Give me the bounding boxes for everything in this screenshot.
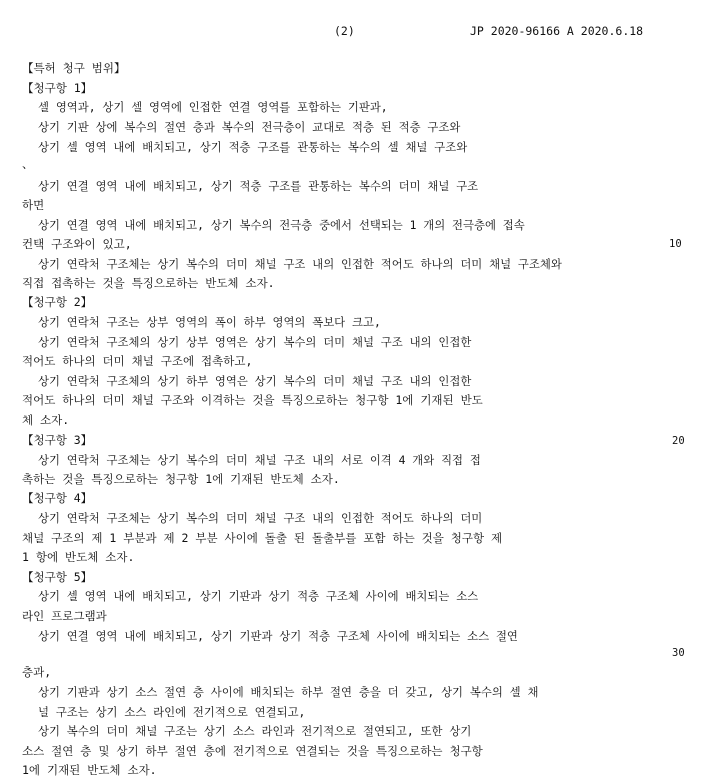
claim-text-line: 채널 구조의 제 1 부분과 제 2 부분 사이에 돌출 된 돌출부를 포함 하는 것을 청구항 제: [22, 531, 503, 545]
claim-text-line: 셀 영역과, 상기 셀 영역에 인접한 연결 영역를 포함하는 기판과,: [38, 100, 388, 114]
claim-heading: 【청구항 5】: [22, 570, 93, 584]
claim-text-line: 적어도 하나의 더미 채널 구조에 접촉하고,: [22, 354, 253, 368]
claim-text-line: 체 소자.: [22, 413, 70, 427]
claim-text-line: 하면: [22, 198, 45, 212]
claim-text-line: 촉하는 것을 특징으로하는 청구항 1에 기재된 반도체 소자.: [22, 472, 340, 486]
page-number: (2): [334, 24, 355, 38]
claim-text-line: 컨택 구조와이 있고,: [22, 237, 132, 251]
claim-text-line: 층과,: [22, 665, 52, 679]
claim-text-line: 상기 연락처 구조체는 상기 복수의 더미 채널 구조 내의 서로 이격 4 개와 직접 접: [38, 453, 481, 467]
claim-text-line: 적어도 하나의 더미 채널 구조와 이격하는 것을 특징으로하는 청구항 1에 기재된 반도: [22, 393, 483, 407]
claim-text-line: 상기 기판 상에 복수의 절연 층과 복수의 전극층이 교대로 적층 된 적층 구조와: [38, 120, 461, 134]
claim-text-line: 상기 셀 영역 내에 배치되고, 상기 적층 구조를 관통하는 복수의 셀 채널 구조와: [38, 140, 468, 154]
claim-text-line: 상기 연결 영역 내에 배치되고, 상기 기판과 상기 적층 구조체 사이에 배치되는 소스 절연: [38, 629, 518, 643]
claim-text-line: 1에 기재된 반도체 소자.: [22, 763, 157, 777]
claim-text-line: 、: [22, 157, 34, 171]
line-number-marker: 30: [672, 647, 685, 659]
claim-heading: 【청구항 3】: [22, 433, 93, 447]
claim-text-line: 널 구조는 상기 소스 라인에 전기적으로 연결되고,: [38, 705, 306, 719]
claim-text-line: 직접 접촉하는 것을 특징으로하는 반도체 소자.: [22, 276, 275, 290]
claim-text-line: 상기 연결 영역 내에 배치되고, 상기 적층 구조를 관통하는 복수의 더미 채널 구조: [38, 179, 479, 193]
publication-number: JP 2020-96166 A 2020.6.18: [470, 24, 644, 38]
section-title: 【특허 청구 범위】: [22, 61, 126, 75]
claim-text-line: 상기 연결 영역 내에 배치되고, 상기 복수의 전극층 중에서 선택되는 1 개의 전극층에 접속: [38, 218, 525, 232]
claim-text-line: 1 항에 반도체 소자.: [22, 550, 135, 564]
claim-text-line: 상기 연락처 구조체의 상기 상부 영역은 상기 복수의 더미 채널 구조 내의 인접한: [38, 335, 472, 349]
claim-text-line: 상기 연락처 구조체는 상기 복수의 더미 채널 구조 내의 인접한 적어도 하나의 더미 채널 구조체와: [38, 257, 562, 271]
claim-text-line: 소스 절연 층 및 상기 하부 절연 층에 전기적으로 연결되는 것을 특징으로하는 청구항: [22, 744, 483, 758]
claim-text-line: 상기 연락처 구조체는 상기 복수의 더미 채널 구조 내의 인접한 적어도 하나의 더미: [38, 511, 483, 525]
claim-text-line: 상기 연락처 구조체의 상기 하부 영역은 상기 복수의 더미 채널 구조 내의 인접한: [38, 374, 472, 388]
claim-text-line: 상기 기판과 상기 소스 절연 층 사이에 배치되는 하부 절연 층을 더 갖고, 상기 복수의 셀 채: [38, 685, 539, 699]
line-number-marker: 20: [672, 435, 685, 447]
claim-text-line: 상기 복수의 더미 채널 구조는 상기 소스 라인과 전기적으로 절연되고, 또한 상기: [38, 724, 472, 738]
claim-heading: 【청구항 4】: [22, 491, 93, 505]
claim-text-line: 상기 셀 영역 내에 배치되고, 상기 기판과 상기 적층 구조체 사이에 배치되는 소스: [38, 589, 479, 603]
claim-text-line: 상기 연락처 구조는 상부 영역의 폭이 하부 영역의 폭보다 크고,: [38, 315, 381, 329]
claim-heading: 【청구항 1】: [22, 81, 93, 95]
claim-text-line: 라인 프로그램과: [22, 609, 107, 623]
line-number-marker: 10: [669, 238, 682, 250]
claim-heading: 【청구항 2】: [22, 295, 93, 309]
